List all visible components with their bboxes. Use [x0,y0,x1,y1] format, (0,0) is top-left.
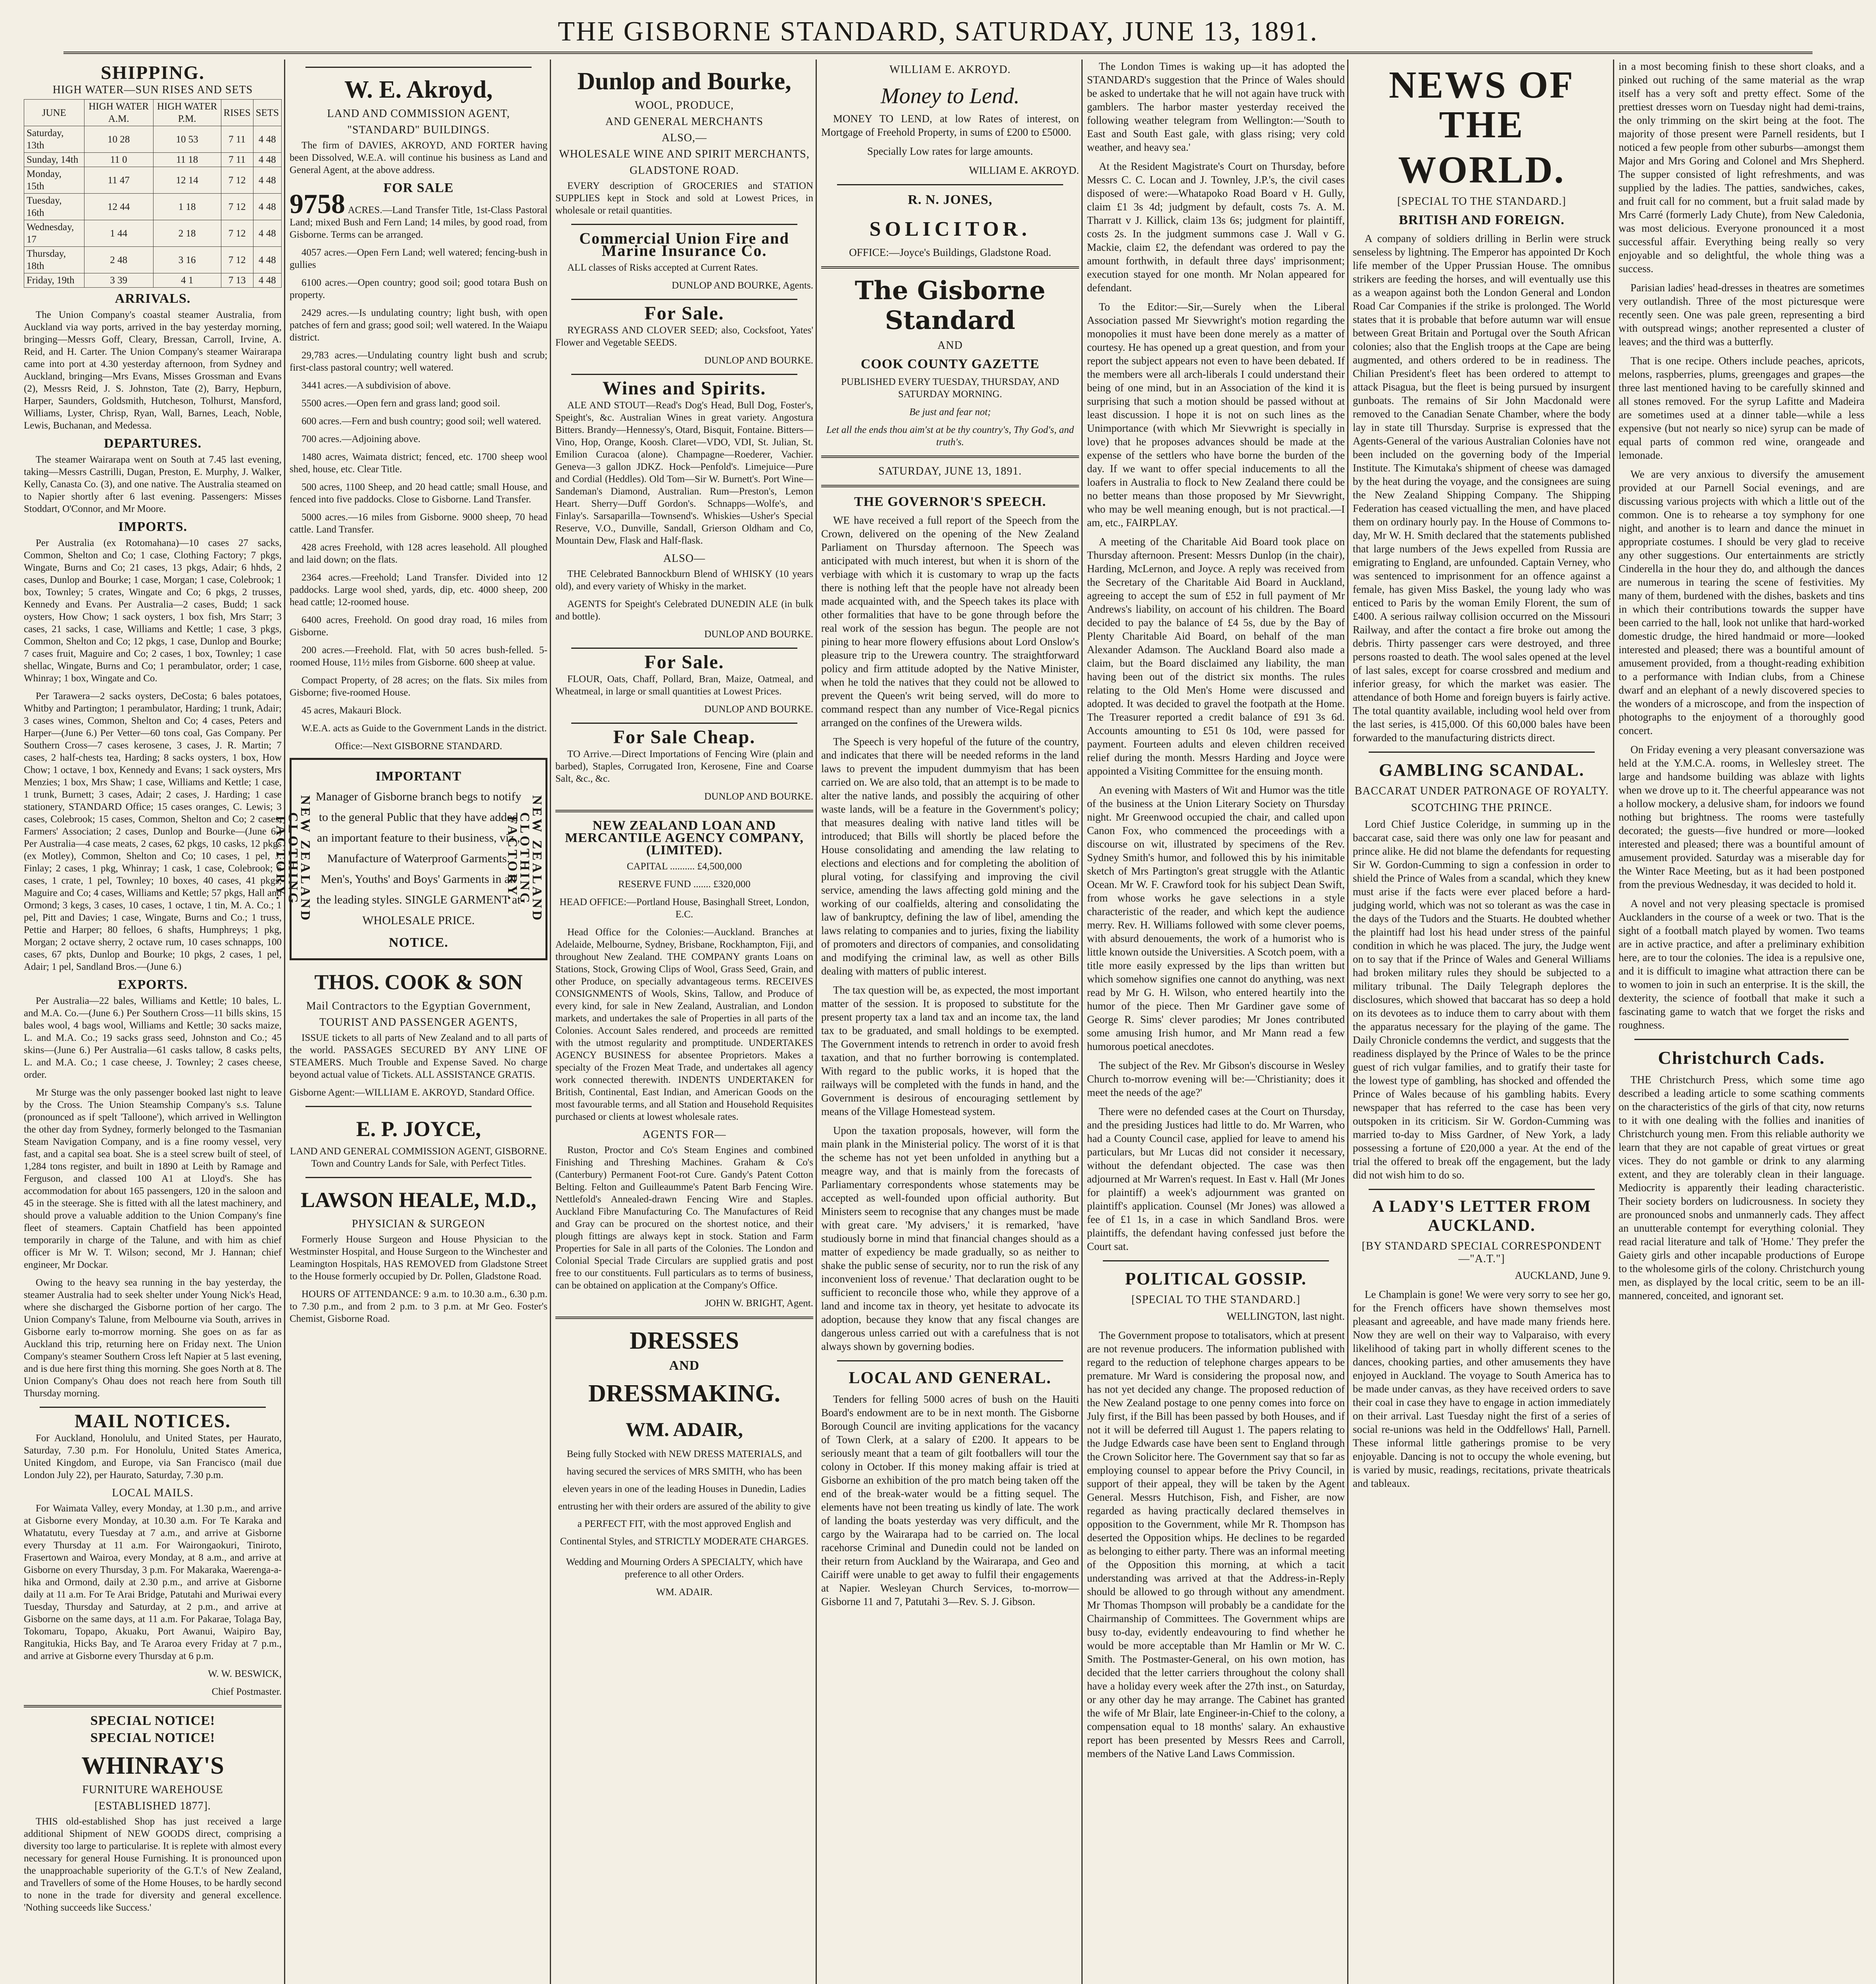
tide-cell: 12 14 [153,167,221,194]
guide-note: W.E.A. acts as Guide to the Government Lands in the district. [301,723,547,734]
cook-sub: Mail Contractors to the Egyptian Government, [306,1000,531,1012]
land-listing: 2429 acres.—Is undulating country; light bush, with open patches of fern and grass; good soil; well watered. In the Waiapu district. [290,308,547,343]
land-listing: 2364 acres.—Freehold; Land Transfer. Divided into 12 paddocks. Large wool shed, yards, dip, etc. 4000 sheep, 200 head cattle; 12-roomed house. [290,572,547,608]
heale-hours: HOURS OF ATTENDANCE: 9 a.m. to 10.30 a.m., 6.30 p.m. to 7.30 p.m., and from 2 p.m. to 3 p.m. at Mr Geo. Foster's Chemist, Gisborne Road. [290,1289,547,1324]
land-listing: 200 acres.—Freehold. Flat, with 50 acres bush-felled. 5-roomed House, 11½ miles from Gisborne. 600 sheep at value. [290,645,547,668]
akroyd-name: WILLIAM E. AKROYD. [889,63,1011,76]
tide-cell: 4 48 [253,194,281,220]
cook-agent: Gisborne Agent:—WILLIAM E. AKROYD, Standard Office. [290,1087,535,1098]
tide-cell: 7 12 [221,194,253,220]
tide-header: SETS [253,100,281,126]
gs-text: Lord Chief Justice Coleridge, in summing up in the baccarat case, said there was only one law for peasant and prince alike. He did not blame the defendants for requesting Sir W. Gordon-Cumming to sign a confession in order to shield the Prince of Wales from a scandal, which they knew must arise if the facts were ever placed before a hard-judging world, which was not so tolerant as was the case in the days of the Tudors and the Stuarts. He doubted whether the plaintiff had lost his head under stress of the painful condition in which he was placed. The jury, the Judge went on to say that if the Prince of Wales and General Williams had broken military rules they should be subjected to a military tribunal. The Daily Telegraph deplores the disclosures, which showed that baccarat has so deep a hold on its devotees as to induce them to carry about with them the apparatus necessary for the playing of the game. The Daily Chronicle condemns the verdict, and suggests that the readiness displayed by the Prince of Wales to be the prince guest of rich vulgar families, and to gratify their taste for the lowest type of gambling, has shocked and offended the Prince of Wales because of his gambling habits. Every newspaper that has referred to the case has been very outspoken in its criticism. Sir W. Gordon-Cumming was married to-day to Miss Gardner, of New York, a lady possessing a fortune of £20,000 a year. At the end of the trial the offered to break off the engagement, but the lady did not wish him to do so. [1353,818,1611,1181]
tide-cell: Saturday, 13th [24,126,84,153]
tide-cell: 7 11 [221,153,253,167]
speech-text-2: The Speech is very hopeful of the future of the country, and indicates that there will be needed reforms in the land laws to prevent the impudent dummyism that has been carried on. We are also told, that an attempt is to be made to alter the native lands, and possibly the acquiring of other waste lands, will be a feature in the Government's policy; that measures dealing with native land titles will be introduced; that Bills will shortly be placed before the House consolidating and amending the law relating to elections and elections and for completing the abolition of plural voting, for classifying and improving the civil service, amending the laws affecting gold mining and the working of our coalfields, altering and consolidating the law of bankruptcy, defining the law of libel, amending the laws relating to companies and to juries, fixing the liability of promoters and directors of companies, and consolidating and modifying the criminal law, as well as other Bills dealing with matters of public interest. [821,736,1079,977]
whinray-est: [ESTABLISHED 1877]. [94,1800,211,1812]
also-2: ALSO— [663,552,706,565]
tide-row [24,167,282,194]
arrivals-text: The Union Company's coastal steamer Australia, from Auckland via way ports, arrived in the bay yesterday morning, bringing—Messrs Goff, Cleary, Bressan, Carroll, Irvine, A. Reid, and H. Carter. The Union Company's steamer Wairarapa came into port at 4.30 yesterday afternoon, from Sydney and Auckland, bringing—Mrs Evans, Misses Grossman and Evans (2), Messrs Reid, J. S. Johnston, Tate (2), Barry, Hepburn, Harper, Saunders, Goldsmith, Hutcheson, Tolhurst, Mansford, Williams, Lyster, Chrisp, Ryan, Wall, Barnes, Leach, Noble, Lewis, Buchanan, and Medessa. [24,310,282,431]
imports-title: IMPORTS. [118,519,187,534]
tide-cell: Sunday, 14th [24,153,84,167]
gs-sub-2: SCOTCHING THE PRINCE. [1411,802,1552,814]
gossip-title: POLITICAL GOSSIP. [1125,1269,1307,1288]
cc-text: THE Christchurch Press, which some time ago described a leading article to some scathing comments on the characteristics of the girls of that city, now returns to it with one dealing with the follies and inanities of Christchurch young men. From this reliable authority we learn that they are not capable of great virtues or great vices. They do not gamble or drink to any alarming extent, and they are tolerably clean in their language. Mediocrity is apparently their leading characteristic. Their society borders on ludicrousness. In society they are pronounced snobs and unmannerly cads. They affect an unutterable contempt for everything colonial. They read racial literature and talk of 'Home.' They prefer the Gaiety girls and other incapable productions of Europe to the wholesome girls of the colony. Christchurch young men, as displayed by the local critic, seem to be an ill-mannered, conceited, and ignorant set. [1619,1074,1864,1302]
speech-text-4: Upon the taxation proposals, however, will form the main plank in the Ministerial policy. The worst of it is that the scheme has not yet been unfolded in anything but a meagre way, and that is mainly from the forecasts of Parliamentary correspondents whose statements may be accepted as well-founded upon official authority. But Ministers seem to recognise that any changes must be made with great care. 'My advisers,' it is remarked, 'have studiously borne in mind that financial changes should as a matter of expediency be made gradually, so as neither to shake the public sense of security, nor to run the risk of any inconvenient loss of revenue.' That declaration ought to be sufficient to reconcile those who, while they approve of a land and income tax in theory, yet hesitate to advocate its adoption, because they know that any fiscal changes are dangerous unless carried out with a carefulness that is not always shown by governing bodies. [821,1125,1079,1352]
dunlop-sub-3: WHOLESALE WINE AND SPIRIT MERCHANTS, [559,148,810,160]
special-notice-1: SPECIAL NOTICE! [90,1713,215,1728]
column-7 [1619,60,1864,1984]
marine-text: ALL classes of Risks accepted at Current Rates. [567,262,758,273]
tide-cell: Thursday, 18th [24,247,84,273]
marine-agent: DUNLOP AND BOURKE, Agents. [672,280,813,291]
joyce-title: E. P. JOYCE, [356,1117,481,1141]
dresses-and: AND [669,1358,700,1373]
col5-text-3: To the Editor:—Sir,—Surely when the Liberal Association passed Mr Sievwright's motion regarding the monopolies it must have been done merely as a matter of courtesy. He has opened up a great question, and from your report the subject appears not even to have been debated. If the members were all arch-liberals I could understand their being of one mind, but in an Association of the kind it is surprising that such a motion should be passed without at least discussion. I hope it is not on such lines as the Unimportance (with which Mr Sievwright is specially in love) that he proposes advances should be made at the expense of the settlers who have borne the burden of the day. If we want to offer special inducements to all the loafers in Australia to flock to New Zealand there could be no better means than those proposed by Mr Sievwright, who may be well meaning enough, but is not practical.—I am, etc., FAIRPLAY. [1087,301,1345,529]
land-listing: 3441 acres.—A subdivision of above. [301,380,451,391]
tide-cell: Monday, 15th [24,167,84,194]
for-sale-heading: FOR SALE [383,181,454,195]
local-text: Tenders for felling 5000 acres of bush on the Hauiti Board's endowment are to be in next month. The Gisborne Borough Council are inviting applications for the vacancy of Town Clerk, at a salary of £200. It appears to be seriously meant that a team of gilt footballers will tour the colony in October. If this money making affair is tried at Gisborne an exhibition of the pro match being taken off the end of the break-water would be a fitting sequel. The elements have not been treating us kindly of late. The work of landing the boats yesterday was very difficult, and the cargo by the Wairarapa had to be carried on. The local racehorse Criminal and Dunedin could not be landed on their return from Auckland by the Wairarapa, and Geo and Cairiff were unable to get away to fulfil their engagements at Napier. Wesleyan Church Services, to-morrow—Gisborne 11 and 7, Patutahi 3—Rev. S. J. Gibson. [821,1393,1079,1607]
local-title: LOCAL AND GENERAL. [849,1369,1052,1387]
issue-date: SATURDAY, JUNE 13, 1891. [878,465,1022,477]
forsale-title: For Sale. [644,303,724,324]
published-note: PUBLISHED EVERY TUESDAY, THURSDAY, AND SATURDAY MORNING. [841,377,1059,400]
speech-title: THE GOVERNOR'S SPEECH. [854,494,1046,509]
jones-office: OFFICE:—Joyce's Buildings, Gladstone Road. [849,246,1051,258]
money-text-2: Specially Low rates for large amounts. [867,145,1033,157]
gossip-special: [SPECIAL TO THE STANDARD.] [1131,1294,1300,1306]
land-listing: 6400 acres, Freehold. On good dray road, 16 miles from Gisborne. [290,615,547,638]
tide-cell: 11 0 [84,153,153,167]
tide-cell: 4 1 [153,273,221,288]
col7-text-2: Parisian ladies' head-dresses in theatres are sometimes very outlandish. Three of the most picturesque were recently seen. One was pale green, representing a bird with outspread wings; another represented a cluster of leaves; and the third was a butterfly. [1619,282,1864,348]
nzl-sig: JOHN W. BRIGHT, Agent. [705,1298,813,1309]
tide-header: HIGH WATER A.M. [84,100,153,126]
dunlop-sub-4: GLADSTONE ROAD. [630,164,739,177]
speech-text: WE have received a full report of the Speech from the Crown, delivered on the opening of the New Zealand Parliament on Thursday afternoon. The Speech was anticipated with much interest, but when it is shorn of the verbiage with which it is customary to wrap up the facts there is nothing left that the people have not already been made acquainted with, and the Speech takes its place with other formalities that have to be gone through before the real work of the session has begun. The people are not pining to hear more flowery effusions about Lord Onslow's pleasure trip to the Urewera country. The straightforward policy and firm attitude adopted by the Native Minister, when he told the natives that they could not be allowed to prevent the Queen's writ being served, will do more to command respect than any number of Vice-Regal picnics arranged on the confines of the Urewera wilds. [821,514,1079,729]
tide-cell: 3 39 [84,273,153,288]
paper-sub: COOK COUNTY GAZETTE [860,357,1040,371]
tide-cell: 2 18 [153,220,221,247]
tide-cell: 12 44 [84,194,153,220]
dunlop-title: Dunlop and Bourke, [577,68,791,95]
forsale-title-2: For Sale. [644,652,724,673]
col5-text-1: The London Times is waking up—it has adopted the STANDARD's suggestion that the Prince of Wales should be asked to undertake that he will not again have truck with gamblers. The harbor master yesterday received the following weather telegram from Wellington:—'South to East and South East gale, with glass rising; very cold weather, and heavy sea.' [1087,60,1345,153]
tide-row [24,194,282,220]
akroyd-intro: The firm of DAVIES, AKROYD, AND FORTER having been Dissolved, W.E.A. will continue his business as Land and General Agent, at the above address. [290,140,547,175]
land-listing: 6100 acres.—Open country; good soil; good totara Bush on property. [290,277,547,300]
nzl-capital: CAPITAL .......... £4,500,000 [626,861,742,872]
land-listing: 600 acres.—Fern and bush country; good soil; well watered. [301,416,541,427]
arrivals-title: ARRIVALS. [115,291,191,306]
col5-text-4: A meeting of the Charitable Aid Board took place on Thursday afternoon. Present: Messrs Dunlop (in the chair), Harding, McLernon, and Joyce. A reply was received from the Secretary of the Charitable Aid Board in Auckland, agreeing to accept the sum of £52 in full payment of Mr Andrews's liability, on account of his children. The Board decided to pay the balance of £4 5s, due by the Bay of Plenty Charitable Aid Board, on behalf of the man Alexander Adamson. The Auckland Board also made a claim, but the Board disclaimed any liability, the man having been out of the district six months. The rules relating to the Old Men's Home were discussed and adopted. It was decided to gravel the footpath at the Home. The Treasurer reported a credit balance of £91 3s 6d. Accounts amounting to £51 0s 10d, were passed for payment. Fourteen adults and eleven children received relief during the month. Messrs Harding and Joyce were appointed a Visiting Committee for the ensuing month. [1087,536,1345,777]
gossip-text: The Government propose to totalisators, which at present are not revenue producers. The information published with regard to the reduction of telephone charges appears to be premature. Mr Ward is considering the proposal now, and has not yet decided any change. The proposed reduction of the New Zealand postage to one penny comes into force on July first, if the Bill has been passed by both Houses, and if not it will be deferred till August 1. The papers relating to the Judge Edwards case have been sent to England through the Crown Solicitor here. The Government say that so far as employing counsel to appear before the Privy Council, in support of their appeal, they will be taken by the Agent General. Messrs Hutchison, Fish, and Fisher, are now regarded as having practically declared themselves in opposition to the Government, while Mr R. Thompson has deserted the Opposition whips. He declines to be regarded as belonging to either party. There was an informal meeting of the Opposition this morning, at which a tacit understanding was arrived at that the Address-in-Reply should be allowed to go through without any amendment. Mr Thomas Thompson will probably be a candidate for the Chairmanship of Committees. The Government whips are busy to-day, evidently endeavouring to find whether he would be more acceptable than Mr Hamlin or Mr W. C. Smith. The Postmaster-General, on his own motion, has decided that the letter carriers throughout the colony shall have a holiday every week after the 27th inst., on Saturday, or any other day he may arrange. The Cabinet has granted the wife of Mr Blair, late Engineer-in-Chief to the colony, a compensation equal to 18 months' salary. An exhaustive report has been presented by Messrs Rees and Carroll, members of the Native Land Laws Commission. [1087,1329,1345,1759]
cook-title: THOS. COOK & SON [314,970,523,994]
tide-row [24,273,282,288]
land-listing: 1480 acres, Waimata district; fenced, etc. 1700 sheep wool shed, house, etc. Clear Title. [290,452,547,475]
nzl-text: Head Office for the Colonies:—Auckland. Branches at Adelaide, Melbourne, Sydney, Brisbane, Rockhampton, Fiji, and throughout New Zealand. THE COMPANY grants Loans on Stations, Stock, Growing Clips of Wool, Grass Seed, Grain, and other Produce, on specially advantageous terms. RECEIVES CONSIGNMENTS of Wools, Skins, Tallow, and Produce of every kind, for sale in New Zealand, Australian, and London markets, and undertakes the sale of Properties in all parts of the Colonies. Account Sales rendered, and proceeds are remitted with the utmost regularity and promptitude. UNDERTAKES AGENCY BUSINESS for absentee Proprietors. Makes a specialty of the Frozen Meat Trade, and undertakes all agency work connected therewith. INDENTS UNDERTAKEN for British, Continental, East Indian, and American Goods on the most favourable terms, and all Station and Household Requisites purchased or clients at lowest wholesale rates. [555,927,813,1122]
lead-acreage: 9758 [290,189,345,219]
motto-1: Be just and fear not; [909,407,991,417]
joyce-text: LAND AND GENERAL COMMISSION AGENT, GISBORNE. Town and Country Lands for Sale, with Perfect Titles. [290,1146,547,1169]
departures-title: DEPARTURES. [104,436,202,451]
exports-text: Per Australia—22 bales, Williams and Kettle; 10 bales, L. and M.A. Co.—(June 6.) Per Southern Cross—11 bills skins, 15 bales wool, 4 bags wool, Williams and Kettle; 30 sacks maize, L. and M.A. Co.; 19 sacks grass seed, Johnston and Co.; 45 skins—(June 6.) Per Australia—61 casks tallow, 8 casks pelts, L. and M.A. Co.; 1 case cheese, J. Townley; 2 cases cheese, order. [24,996,282,1080]
whisky-text: THE Celebrated Bannockburn Blend of WHISKY (10 years old), and every variety of Whisky in the market. [555,569,813,592]
dunlop-sub-2: AND GENERAL MERCHANTS [605,115,763,128]
nzl-agents-text: Ruston, Proctor and Co's Steam Engines and combined Finishing and Threshing Machines. Graham & Co's (Canterbury) Permanent Foot-rot Cure. Gandy's Patent Cotton Belting. Felton and Guilleaumme's Patent Barb Fencing Wire. Nettlefold's Annealed-drawn Fencing Wire and Staples. Auckland Fibre Manufacturing Co. The Manufactures of Reid and Gray can be procured on the shortest notice, and their plough fittings are always kept in stock. Station and Farm Properties for Sale in all parts of the Colonies. The London and Colonial Special Trade Circulars are supplied gratis and post free to our constituents. Full particulars as to terms of business, can be obtained on application at the Company's Office. [555,1145,813,1291]
col5-text-6: The subject of the Rev. Mr Gibson's discourse in Wesley Church to-morrow evening will be:—'Christianity; does it meet the needs of the age?' [1087,1059,1345,1098]
shipping-title: SHIPPING. [100,62,205,83]
factory-text: Manager of Gisborne branch begs to notify to the general Public that they have added an important feature to their business, viz., Manufacture of Waterproof Garments. Men's, Youths' and Boys' Garments in all the leading styles. SINGLE GARMENT at WHOLESALE PRICE. [315,790,522,927]
tide-cell: 4 48 [253,273,281,288]
mail-signature-title: Chief Postmaster. [211,1686,282,1697]
col5-text-2: At the Resident Magistrate's Court on Thursday, before Messrs C. C. Locan and J. Townley, J.P.'s, the civil cases disposed of were:—Whatapoko Road Board v H. Gully, claim £1 3s 4d; judgment by default, costs 7s. A. M. Tharratt v J. Killick, claim 13s 6s; judgment for plaintiff, costs 2s. In the judgment summons case J. Wall v G. Mackie, claim £2, the defendant was ordered to pay the amount forthwith, in default three days' imprisonment; execution stayed for one month. Mr Nolan appeared for defendant. [1087,160,1345,294]
land-listings [290,246,547,717]
tide-cell: 4 48 [253,220,281,247]
whinray-text: THIS old-established Shop has just received a large additional Shipment of NEW GOODS direct, comprising a diversity too large to particularise. It is replete with almost every necessary for general House Furnishing. It is pronounced upon the unapproachable superiority of the G.T.'s of New Zealand, and Travellers of some of the Home Houses, to be hardly second to none in the trade for diversity and general excellence. 'Nothing succeeds like Success.' [24,1816,282,1913]
column-6 [1353,60,1611,1984]
tide-cell: 10 53 [153,126,221,153]
forsale-text: RYEGRASS AND CLOVER SEED; also, Cocksfoot, Yates' Flower and Vegetable SEEDS. [555,325,813,348]
adair-text: Being fully Stocked with NEW DRESS MATERIALS, and having secured the services of MRS SMITH, who has been eleven years in one of the leading Houses in Dunedin, Ladies entrusting her with their orders are assured of the ability to give a PERFECT FIT, with the most approved English and Continental Styles, and STRICTLY MODERATE CHARGES. [558,1449,811,1547]
imports-text-2: Per Tarawera—2 sacks oysters, DeCosta; 6 bales potatoes, Whitby and Partington; 1 perambulator, Harding; 1 trunk, Adair; 3 cases wines, Common, Shelton and Co; 4 cases, Peters and Harper—(June 6.) Per Vetter—60 tons coal, Gas Company. Per Southern Cross—7 cases kerosene, 3 cases, J. R. Martin; 7 cases, 2 half-chests tea, Harding; 8 sacks oysters, 1 box, How Chow; 1 octave, 1 box, Kennedy and Evans; 1 sack oysters, Mrs Menzies; 1 box, Mrs Shaw; 1 case, Williams and Kettle; 1 case, 1 trunk, Burnett; 3 cases, Adair; 2 cases, J. Harding; 1 case stationery, STANDARD Office; 15 cases oranges, C. Lewis; 3 cases, Colebrook; 15 cases, Common, Shelton and Co; 2 cases, Farmers' Association; 2 cases, Dunlop and Bourke—(June 6.) Per Australia—4 case meats, 2 cases, 62 pkgs, 10 casks, 12 pkgs (ex Motley), Common, Shelton and Co; 10 cases, 1 pel, J. Finlay; 2 cases, 1 pkg, Whinray; 1 cask, 1 case, Colebrook; 6 cases, 1 crate, 1 pel, Townley; 10 boxes, 40 cases, 41 pkgs, Maguire and Co; 4 cases, Williams and Kettle; 57 pkgs, Hall and Ormond; 3 kegs, 3 cases, 10 cases, 1 octave, 1 tin, M. A. Co.; 1 pel, Pitt and Davies; 1 case, Wingate, Burns and Co.; 1 truss, Pettie and Harper; 80 felloes, 6 shafts, Humphreys; 1 pkg, Morgan; 2 octave sherry, 2 octave rum, 10 cases schnapps, 100 cases, 67 pkts, Dunlop and Bourke; 10 pkgs, 2 cases, 1 pel, Adair; 1 pel, Sandland Bros.—(June 6.) [24,691,282,972]
column-2 [273,60,548,1984]
tide-row [24,247,282,273]
tide-row [24,220,282,247]
gs-title: GAMBLING SCANDAL. [1379,760,1585,780]
flour-sig: DUNLOP AND BOURKE. [704,704,813,715]
money-title: Money to Lend. [881,84,1020,108]
lead-listing: ACRES.—Land Transfer Title, 1st-Class Pastoral Land; mixed Bush and Fern Land; 14 miles, by good road, from Gisborne. Terms can be arranged. [290,205,548,240]
col7-text-6: A novel and not very pleasing spectacle is promised Aucklanders in the course of a week or two. That is the sight of a football match played by women. Two teams are in active practice, and after a preliminary exhibition here, are to tour the colonies. The idea is a repulsive one, and it is difficult to imagine what attraction there can be to women to join in such an enterprise. It is the skill, the dexterity, the science of football that make it such a fascinating game to watch that we forget the risks and roughness. [1619,898,1864,1031]
news-title-2: WORLD. [1398,148,1565,191]
akroyd-title: W. E. Akroyd, [344,76,493,103]
cook-text: ISSUE tickets to all parts of New Zealand and to all parts of the world. PASSAGES SECURED BY ANY LINE OF STEAMERS. Much Trouble and Expense Saved. No charge beyond actual value of Tickets. ALL ASSISTANCE GRATIS. [290,1032,547,1080]
tide-header: JUNE [24,100,84,126]
dunlop-text: EVERY description of GROCERIES and STATION SUPPLIES kept in Stock and sold at Lowest Prices, in wholesale or retail quantities. [555,181,813,216]
land-listing: 45 acres, Makauri Block. [301,705,402,716]
column-3 [555,60,813,1984]
mail-text-2: For Waimata Valley, every Monday, at 1.30 p.m., and arrive at Gisborne every Monday, at 10.30 a.m. For Te Karaka and Whatatutu, every Tuesday at 7 a.m., and arrive at Gisborne every Thursday at 11 a.m. For Wairongaokuri, Tiniroto, Frasertown and Wairoa, every Monday, at 8 a.m., and arrive at Gisborne on every Thursday, 3 p.m. For Makaraka, Waerenga-a-hika and Ormond, daily at 2.30 p.m., and arrive at Gisborne daily at 11 a.m. For Te Arai Bridge, Patutahi and Muriwai every Tuesday, Thursday and Saturday, at 2 p.m., and arrive at Gisborne on the same days, at 11 a.m. For Pakarae, Tolaga Bay, Tokomaru, Topapo, Akuaku, Port Awanui, Waipiro Bay, Rangitukia, Hicks Bay, and Te Araroa every Friday at 7 p.m., and arrive at Gisborne every Thursday at 6 p.m. [24,1503,282,1661]
shipping-news-2: Owing to the heavy sea running in the bay yesterday, the steamer Australia had to seek shelter under Young Nick's Head, where she discharged the Gisborne portion of her cargo. The Union Company's Talune, from Melbourne via South, arrives in Gisborne early to-morrow morning. She goes on as far as Auckland this trip, returning here on Friday next. The Union Company's steamer Southern Cross left Napier at 5 last evening, and is due here first thing this morning. She goes North at 8. The Union Company's Ohau does not reach here from South till Thursday morning. [24,1277,282,1399]
agents-text: AGENTS for Speight's Celebrated DUNEDIN ALE (in bulk and bottle). [555,599,813,622]
tide-cell: 7 12 [221,247,253,273]
local-mails-title: LOCAL MAILS. [112,1487,194,1499]
tide-cell: 4 48 [253,167,281,194]
tide-header: RISES [221,100,253,126]
tide-cell: 2 48 [84,247,153,273]
mail-title: MAIL NOTICES. [74,1411,231,1432]
land-listing: 428 acres Freehold, with 128 acres leasehold. All ploughed and laid down; on the flats. [290,542,547,565]
flour-text: FLOUR, Oats, Chaff, Pollard, Bran, Maize, Oatmeal, and Wheatmeal, in large or small quantities at Lowest Prices. [555,674,813,697]
marine-title: Commercial Union Fire and Marine Insurance Co. [579,229,789,260]
col7-text-4: We are very anxious to diversify the amusement provided at our Parnell Social evenings, and are discussing various projects with which a little out of the common. One is to rehearse a toy symphony for one night, and another is to learn and dance the minuet in appropriate costumes. I should be very glad to receive any other suggestions. Our entertainments are strictly Cinderella in the hour they do, and although the dances are numerous in tearing the scene of festivities. My many of them, burdened with the dishes, baskets and tins in which their contributions towards the supper have been carried to the hall, look not unlike that hard-worked domestic drudge, the hired handmaid or more—looked interested and pleased; there was a bountiful amount of amusement provided, from a thought-reading exhibition to a performance with Indian clubs, from a Chinese dwarf and an elephant of a newly discovered species to the wonders of a microscope, and from the inspection of photographs to the enjoyment of a thoroughly good concert. [1619,468,1864,736]
tide-cell: Friday, 19th [24,273,84,288]
tide-title: HIGH WATER—SUN RISES AND SETS [52,84,253,96]
col7-text-1: in a most becoming finish to these short cloaks, and a pinked out ruching of the same material as the wrap itself has a very soft and pretty effect. Some of the prettiest dresses worn on Tuesday night had demi-trains, the only trimming on the skirt being at the foot. The majority of those present were Parnell residents, but I noticed a few people from other suburbs—amongst them Major and Mrs Goring and Colonel and Mrs Shepherd. The supper consisted of light refreshments, and was supplied by the ladies. The patties, sandwiches, cakes, and fruit call for no comment, but a fruit salad made by Mrs Carré (formerly Lady Chute), from New Caledonia, was most delicious. Everyone pronounced it a most successful affair. Everything being really so very enjoyable and so delightful, the whole thing was a success. [1619,60,1864,275]
tide-cell: 3 16 [153,247,221,273]
motto-2: Let all the ends thou aim'st at be thy country's, Thy God's, and truth's. [826,425,1074,448]
wines-title: Wines and Spirits. [602,378,766,399]
charter-sig: DUNLOP AND BOURKE. [704,791,813,802]
jones-name: R. N. JONES, [908,192,993,207]
forsale-sig: DUNLOP AND BOURKE. [704,355,813,366]
dressmaking-heading: DRESSMAKING. [588,1380,780,1407]
nzl-head: HEAD OFFICE:—Portland House, Basinghall Street, London, E.C. [559,897,809,920]
adair-sig: WM. ADAIR. [656,1587,713,1598]
col5-text-5: An evening with Masters of Wit and Humor was the title of the business at the Union Literary Society on Thursday night. Mr Greenwood occupied the chair, and called upon Canon Fox, who commenced the proceedings with a discourse on wit, illustrated by specimens of the Rev. Sydney Smith's humor, and followed this by his inimitable sketch of Mrs Partington's great struggle with the Atlantic Ocean. Mr W. F. Crawford took for his subject Dean Swift, from whose works he gave selections in a style characteristic of the reader, and which kept the audience merry. Rev. H. Williams followed with some clever poems, with absurd denouements, the work of a humorist who is little known outside the Universities. A Scotch poem, with a title more easily expressed by the lips than written but which somehow signifies one cannot do anything, was next read by Mr G. H. Wilson, who entered heartily into the humor of the piece. Then Mr Gardiner gave some of George R. Sims' clever parodies; Mr Jones contributed some amusing Irish humor, and Mr Mann read a few humorous poetical anecdotes. [1087,784,1345,1052]
news-title-1: NEWS OF THE [1388,63,1575,146]
charter-title: For Sale Cheap. [613,727,756,748]
column-4 [821,60,1079,1984]
lady-special: [BY STANDARD SPECIAL CORRESPONDENT—"A.T."] [1361,1240,1602,1265]
tide-cell: 1 18 [153,194,221,220]
factory-side-right: NEW ZEALAND CLOTHING FACTORY. [505,795,544,923]
money-text: MONEY TO LEND, at low Rates of interest, on Mortgage of Freehold Property, in sums of £200 to £5000. [821,113,1079,138]
heale-sub: PHYSICIAN & SURGEON [351,1218,486,1230]
news-special: [SPECIAL TO THE STANDARD.] [1397,195,1566,208]
tide-cell: 11 18 [153,153,221,167]
departures-text: The steamer Wairarapa went on South at 7.45 last evening, taking—Messrs Castrilli, Dugan, Preston, E. Murphy, J. Walker, Kelly, Canasta Co. (3), and one native. The Australia steamed on to Napier shortly after 6 last evening. Passengers: Misses Stoddart, O'Connor, and Mr Moore. [24,454,282,514]
special-notice-2: SPECIAL NOTICE! [90,1730,215,1745]
charter-text: TO Arrive.—Direct Importations of Fencing Wire (plain and barbed), Staples, Corrugated Iron, Kerosene, Fine and Coarse Salt, &c., &c. [555,749,813,784]
akroyd-sub-2: "STANDARD" BUILDINGS. [347,124,490,136]
agents-sig: DUNLOP AND BOURKE. [704,629,813,640]
lady-dateline: AUCKLAND, June 9. [1515,1269,1611,1281]
col5-text-7: There were no defended cases at the Court on Thursday, and the presiding Justices had little to do. Mr Warren, who had a County Council case, applied for leave to amend his particulars, but Mr Lucas did not consider it necessary, without the defendant objected. The case was then adjourned at Mr Warren's request. In East v. Hall (Mr Jones for plaintiff) a week's adjournment was granted on plaintiff's application. Counsel (Mr Jones) was allowed a fee of £1 1s, in a case in which Sandland Bros. were plaintiffs, the defendant having confessed just before the Court sat. [1087,1105,1345,1252]
masthead: THE GISBORNE STANDARD, SATURDAY, JUNE 13, 1891. [63,12,1813,54]
mail-text: For Auckland, Honolulu, and United States, per Haurato, Saturday, 7.30 p.m. For Honolulu, United States America, United Kingdom, and Europe, via San Francisco (mail due London July 22), per Haurato, Saturday, 7.30 p.m. [24,1433,282,1480]
speech-text-3: The tax question will be, as expected, the most important matter of the session. It is proposed to substitute for the present property tax a land tax and an income tax, the land tax to be graduated, and small holdings to be exempted. The Government intends to retrench in order to avoid fresh taxation, and that no further borrowing is contemplated. With regard to the public works, it is hoped that the railways will be completed with the funds in hand, and the Government is desirous of encouraging settlement by means of the Village Homestead system. [821,984,1079,1117]
nzl-reserve: RESERVE FUND ....... £320,000 [618,879,751,890]
land-listing: Compact Property, of 28 acres; on the flats. Six miles from Gisborne; five-roomed House. [290,675,547,698]
tide-cell: 10 28 [84,126,153,153]
whinray-sub: FURNITURE WAREHOUSE [82,1784,223,1796]
tide-cell: 1 44 [84,220,153,247]
land-listing: 500 acres, 1100 Sheep, and 20 head cattle; small House, and fenced into five paddocks. Close to Gisborne. Land Transfer. [290,482,547,505]
cc-title: Christchurch Cads. [1658,1048,1825,1068]
bf-text: A company of soldiers drilling in Berlin were struck senseless by lightning. The Emperor has appointed Dr Koch life member of the Upper Prussian House. The omnibus strikers are feeding the horses, and will eventually use this as a weapon against both the London General and London Road Car Companies if the strike is prolonged. The World states that it is probable that before autumn war will ensue between Great Britain and Portugal over the South African colonies; also that the English troops at the Cape are being augmented, and others ordered to be in readiness. The Chilian President's fleet has been ordered to attempt to attack Pisagua, but the fleet is being pursued by insurgent gunboats. The remains of Sir John Macdonald were removed to the Canadian Senate Chamber, where the body lay in state till Thursday. Surprise is expressed that the Agents-General of the various Australian Colonies have not been included on the governing body of the Imperial Institute. The Kimutaka's shipment of cheese was damaged by the heat during the voyage, and the consignees are suing the New Zealand Shipping Company. The Shipping Federation has ceased victualling the men, and have placed them on ordinary hourly pay. In the House of Commons to-day, Mr W. H. Smith declared that the statements published that large numbers of the Jews expelled from Russia are emigrating to England, are unfounded. Captain Verney, who was sentenced to imprisonment for an offence against a female, has given Miss Baskel, the young lady who was enticed to Paris by the woman Emily Florent, the sum of £400. A serious railway collision occurred on the Missouri Railway, and after the contact a fire broke out among the debris. Thirty passenger cars were destroyed, and three persons roasted to death. The wool sales opened at the level of last sales, except for coarse crossbred and medium and inferior greasy, for which the market was easier. The attendance of both Home and foreign buyers is fairly active. The total quantity available, including wool held over from the last series, is 415,000. Of this 60,000 bales have been forwarded to the manufacturing districts direct. [1353,233,1611,744]
land-listing: 5000 acres.—16 miles from Gisborne. 9000 sheep, 70 head cattle. Land Transfer. [290,512,547,535]
dunlop-sub-1: WOOL, PRODUCE, [635,99,734,112]
heale-title: LAWSON HEALE, M.D., [300,1188,537,1212]
cook-sub-2: TOURIST AND PASSENGER AGENTS, [319,1016,518,1029]
mail-signature: W. W. BESWICK, [208,1669,282,1679]
tide-cell: Wednesday, 17 [24,220,84,247]
column-5 [1087,60,1345,1984]
tide-row [24,126,282,153]
shipping-news: Mr Sturge was the only passenger booked last night to leave by the Cross. The Union Steamship Company's s.s. Talune (pronounced as if spelt 'Talloone'), which arrived in Wellington the other day from Sydney, formerly belonged to the Tasmanian Steam Navigation Company, and is a fine roomy vessel, very fast, and a capital sea boat. She is a steel screw built of steel, of 1,284 tons register, and built in 1890 at Leith by Ramage and Ferguson, and classed 100 A1 at Lloyd's. She has accommodation for about 165 passengers, 120 in the saloon and 45 in the steerage. She is fitted with all the latest machinery, and should prove a valuable addition to the Union Company's fine fleet of steamers. Captain Chatfield has been appointed temporarily in charge of the Talune, and with him as chief officer is Mr W. T. Wilson; second, Mr J. Hannan; chief engineer, Mr Dockar. [24,1087,282,1270]
exports-title: EXPORTS. [118,977,188,992]
paper-title: The Gisborne Standard [854,276,1046,335]
clothing-factory-ad [273,758,547,960]
nzl-agents-title: AGENTS FOR— [642,1128,726,1141]
col7-text-3: That is one recipe. Others include peaches, apricots, melons, raspberries, plums, greengages and grapes—the three last mentioned having to be carefully skinned and all stones removed. For the syrup Lafitte and Madeira are sometimes used at a dinner table—while a less expensive (but not nearly so nice) syrup can be made of equal parts of common red wine, orangeade and lemonade. [1619,355,1864,461]
notice-heading: NOTICE. [389,935,448,950]
wines-text: ALE AND STOUT—Read's Dog's Head, Bull Dog, Foster's, Speight's, &c. Australian Wines in great variety. Angostura Bitters. Brandy—Hennessy's, Otard, Bisquit, Fontaine. Bitters—Vino, Hop, Orange, Koosh. Claret—VDO, VDI, St. Julian, St. Emilion Curacoa (alone). Champagne—Roederer, Vachier. Geneva—3 gallon JDKZ. Hock—Penfold's. Limejuice—Pure and Cordial (Heddles). Old Tom—Sir W. Burnett's. Port Wine—Sandeman's Diamond, Australian. Rum—Preston's, Lemon Heart. Sherry—Duff Gordon's. Schnapps—Wolfe's, and Finlay's. Sarsaparilla—Townsend's. Whiskies—Usher's Special Reserve, V.O., Dunville, Sandall, Grierson Oldham and Co, Mountain Dew, Flask and Half-flask. [555,400,813,546]
tide-cell: 7 12 [221,220,253,247]
land-listing: 29,783 acres.—Undulating country light bush and scrub; first-class pastoral country; well watered. [290,350,547,373]
tide-cell: 7 12 [221,167,253,194]
office-note: Office:—Next GISBORNE STANDARD. [335,741,502,752]
gs-sub: BACCARAT UNDER PATRONAGE OF ROYALTY. [1354,785,1609,797]
lady-text: Le Champlain is gone! We were very sorry to see her go, for the French officers have shown themselves most pleasant and agreeable, and have made many friends here. Now they are well on their way to Valparaiso, with every likelihood of taking part in wholly different scenes to the dances, chooking parties, and other amusements they have enjoyed in Auckland. The voyage to South America has to be made under canvas, as they have received orders to save their coal in case they have to engage in action immediately on their arrival. Last Tuesday night the first of a series of social re-unions was held in the Oddfellows' Hall, Parnell. These informal little gatherings promise to be very enjoyable. Dancing is not to occupy the whole evening, but is varied by music, readings, recitations, private theatricals and tableaux. [1353,1288,1611,1489]
paper-and: AND [937,339,963,352]
dresses-heading: DRESSES [630,1327,739,1354]
tide-header: HIGH WATER P.M. [153,100,221,126]
col7-text-5: On Friday evening a very pleasant conversazione was held at the Y.M.C.A. rooms, in Wellesley street. The large and handsome building was ablaze with lights when we drove up to it. The cheerful appearance was not a hollow mockery, a delusive sham, for indoors we found nothing but brightness. The rooms were tastefully decorated; the guests—five hundred or more—looked interested and pleased; there was a bountiful amount of amusement provided. Saturday was a miserable day for the Winter Race Meeting, but as it had been postponed from the previous Wednesday, it was decided to hold it. [1619,744,1864,890]
tide-table [24,99,282,288]
gossip-dateline: WELLINGTON, last night. [1227,1310,1345,1322]
akroyd-sub-1: LAND AND COMMISSION AGENT, [327,108,510,120]
tide-row [24,153,282,167]
factory-side-left: NEW ZEALAND CLOTHING FACTORY. [273,795,313,923]
solicitor-title: SOLICITOR. [869,218,1031,240]
money-sig: WILLIAM E. AKROYD. [969,164,1079,176]
adair-title: WM. ADAIR, [626,1418,743,1440]
tide-cell: 4 48 [253,247,281,273]
tide-cell: Tuesday, 16th [24,194,84,220]
adair-text-2: Wedding and Mourning Orders A SPECIALTY, which have preference to all other Orders. [566,1557,803,1580]
column-1 [24,60,282,1984]
whinray-title: WHINRAY'S [81,1752,224,1779]
tide-cell: 4 48 [253,126,281,153]
land-listing: 700 acres.—Adjoining above. [301,434,421,444]
land-listing: 5500 acres.—Open fern and grass land; good soil. [301,398,500,409]
tide-cell: 11 47 [84,167,153,194]
imports-text: Per Australia (ex Rotomahana)—10 cases 27 sacks, Common, Shelton and Co; 1 case, Clothing Factory; 7 pkgs, Wingate, Burns and Co; 21 cases, 13 pkgs, Adair; 6 hhds, 2 cases, Dunlop and Bourke; 1 case, Morgan; 1 case, Colebrook; 1 box, Townley; 5 crates, Wingate and Co; 6 pkgs, 2 trusses, Kennedy and Evans. Per Australia—2 cases, Budd; 1 sack oysters, How Chow; 1 sack oysters, 1 box fish, Mrs Starr; 3 cases, 21 sacks, 1 case, Williams and Kettle; 1 case, 3 pkgs, Common, Shelton and Co; 12 pkgs, 1 case, Dunlop and Bourke; 7 cases fruit, Maguire and Co; 2 cases, 1 box, Townley; 1 case shellac, Wingate, Burns and Co; 1 perambulator, order; 1 case, Whinray; 1 box, Wingate and Co. [24,538,282,684]
lady-title: A LADY'S LETTER FROM AUCKLAND. [1372,1198,1592,1235]
important-heading: IMPORTANT [375,769,462,784]
tide-cell: 4 48 [253,153,281,167]
heale-text: Formerly House Surgeon and House Physician to the Westminster Hospital, and House Surgeon to the Winchester and Leamington Hospitals, HAS REMOVED from Gladstone Street to the House formerly occupied by Dr. Pollen, Gladstone Road. [290,1234,547,1282]
dunlop-also: ALSO,— [661,132,707,144]
tide-cell: 7 11 [221,126,253,153]
land-listing: 4057 acres.—Open Fern Land; well watered; fencing-bush in gullies [290,247,547,270]
bf-title: BRITISH AND FOREIGN. [1399,213,1565,227]
tide-cell: 7 13 [221,273,253,288]
nzl-title: NEW ZEALAND LOAN AND MERCANTILE AGENCY COMPANY, (LIMITED). [565,818,804,857]
